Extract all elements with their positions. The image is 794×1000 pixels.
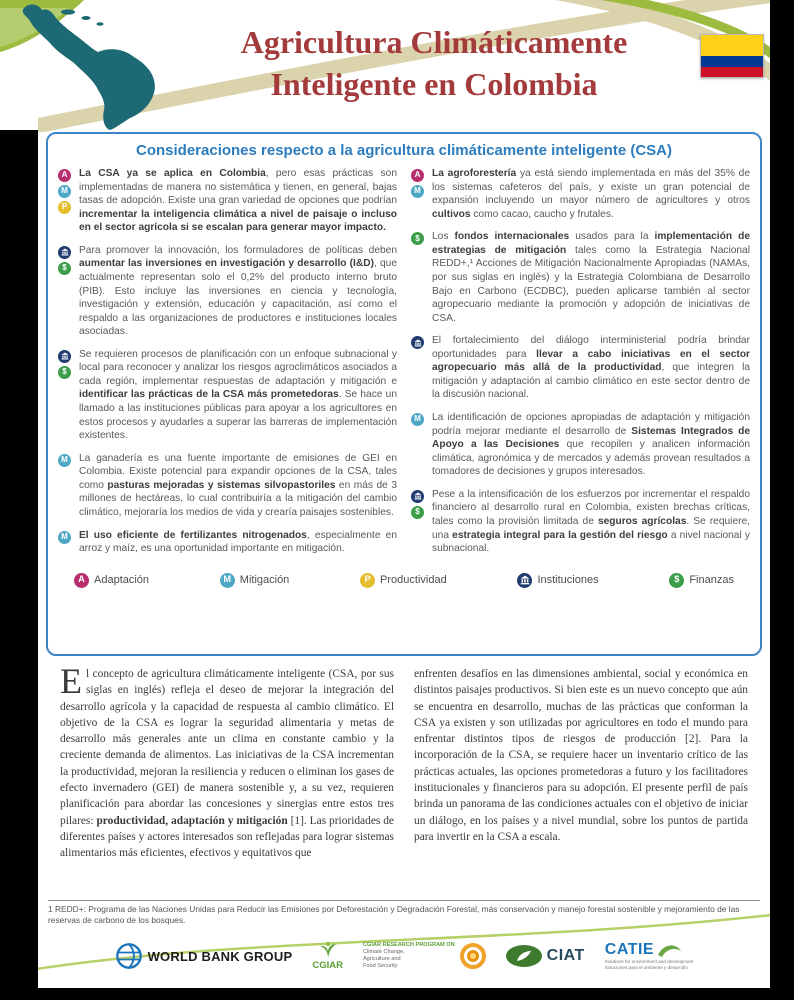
legend-item-finance [669, 573, 734, 588]
mitigation-icon: M [411, 185, 424, 198]
productivity-icon: P [360, 573, 375, 588]
bullet-icons [411, 334, 426, 402]
consideration-text: Se requieren procesos de planificación con un enfoque subnacional y local para reconocer y analizar los riesgos agroclimáticos asociados a cada región, implementar respuestas de adaptación y mitigación e identificar las prácticas de la CSA más prometedoras. Se hace un llamado a las instituciones públicas para apoyar a los agricultores en estos procesos y ayudarles a superar las barreras de implementación existentes. [79, 348, 397, 442]
colombia-flag [700, 34, 764, 78]
bullet-icons [58, 244, 73, 339]
institutions-icon [517, 573, 532, 588]
legend-item-adaptation [74, 573, 149, 588]
world-bank-globe-icon [115, 942, 143, 970]
intro-text [60, 661, 748, 862]
consideration-text: La identificación de opciones apropiadas de adaptación y mitigación podría mejorar mediante el desarrollo de Sistemas Integrados de Apoyo a las Decisiones que recopilen y analicen información climática, agronómica y de mercados y además provean resultados a tomadores de decisiones y grupos interesados. [432, 412, 750, 478]
ccafs-program-text [363, 942, 455, 970]
title-line2: Inteligente en Colombia [270, 65, 598, 102]
finance-icon: $ [669, 573, 684, 588]
consideration-item [411, 230, 750, 325]
bullet-icons [58, 529, 73, 556]
mitigation-icon: M [58, 454, 71, 467]
legend-label: Adaptación [94, 574, 150, 587]
consideration-text: Para promover la innovación, los formuladores de políticas deben aumentar las inversiones en investigación y desarrollo (I&D), que actualmente representan solo el 0,2% del producto interno bruto (PIB). Esto incluye las inversiones en ciencia y tecnología, investigación y extensión, educación y capacitación, así como el respaldo a las organizaciones de productores e instituciones locales asociadas. [79, 244, 397, 338]
consideration-item [58, 452, 397, 520]
bullet-icons [411, 411, 426, 479]
consideration-item [58, 348, 397, 443]
world-bank-logo [115, 942, 293, 970]
mitigation-icon: M [220, 573, 235, 588]
consideration-text: La agroforestería ya está siendo implementada en más del 35% de los sistemas cafeteros del país, y existe un gran potencial de expansión incluyendo un mayor número de agricultores y otros cultivos como cacao, caucho y frutales. [432, 168, 750, 220]
consideration-text: La ganadería es una fuente importante de emisiones de GEI en Colombia. Existe potencial para expandir opciones de la CSA, tales como pasturas mejoradas y sistemas silvopastoriles en más de 3 millones de hectáreas, lo cual contribuiría a la mitigación del cambio climático, mejoraría los medios de vida y crearía paisajes sostenibles. [79, 452, 397, 518]
cgiar-logo [312, 941, 343, 971]
consideration-text: Los fondos internacionales usados para la implementación de estrategias de mitigación tales como la Estrategia Nacional REDD+,¹ Acciones de Mitigación Nacionalmente Apropiadas (NAMAs, por sus siglas en inglés) y la Estrategia Colombiana de Desarrollo Bajo en Carbono (ECDBC), pueden aplicarse también al sector agropecuario mediante la promoción y adopción de iniciativas de CSA. [432, 231, 751, 324]
consideration-text: La CSA ya se aplica en Colombia, pero esas prácticas son implementadas de manera no sistemática y tienen, en general, bajas tasas de adopción. Existe una gran variedad de opciones que podrían incrementar la inteligencia climática a nivel de paisaje o incluso en el sector agrícola si se escalan para generar mayor impacto. [79, 168, 397, 234]
consideration-item [411, 488, 750, 556]
consideration-text: El uso eficiente de fertilizantes nitrogenados, especialmente en arroz y maíz, es una oportunidad importante en mitigación. [79, 529, 397, 555]
institutions-icon [411, 336, 424, 349]
consideration-item [58, 529, 397, 556]
considerations-section [46, 132, 762, 656]
finance-icon: $ [411, 232, 424, 245]
catie-logo [605, 941, 694, 971]
flag-yellow-stripe [701, 35, 763, 56]
catie-tagline2: Soluciones para el ambiente y desarrollo [604, 965, 688, 970]
consideration-item [58, 167, 397, 235]
considerations-column-right [411, 167, 750, 565]
considerations-column-left [58, 167, 397, 565]
mitigation-icon: M [58, 531, 71, 544]
ciat-leaf-icon [506, 945, 542, 967]
title-line1: Agricultura Climáticamente [240, 24, 628, 60]
consideration-text: Pese a la intensificación de los esfuerzos por incrementar el respaldo financiero al desarrollo rural en Colombia, existen brechas críticas, tales como la provisión limitada de seguros agrícolas. Se requiere, una estrategia integral para la gestión del riesgo a nivel nacional y subnacional. [432, 488, 750, 555]
bullet-icons [411, 230, 426, 325]
ciat-label: CIAT [546, 947, 585, 964]
drop-cap: E [60, 661, 82, 701]
legend-label: Mitigación [239, 574, 290, 587]
finance-icon: $ [58, 366, 71, 379]
consideration-item [58, 244, 397, 339]
page-title [170, 22, 698, 105]
bullet-icons [58, 452, 73, 520]
considerations-columns [58, 167, 750, 565]
intro-col2: enfrenten desafíos en las dimensiones ambiental, social y económica en distintos paisajes productivos. Si bien este es un nuevo concepto que aún se encuentra en desarrollo, muchas de las prácticas que conforman la CSA ya existen y son utilizadas por agricultores en todo el mundo para enfrentar distintos tipos de riesgos de producción [2]. Para la incorporación de la CSA, se requiere hacer un inventario crítico de las prácticas actuales, las opciones prometedoras a futuro y los facilitadores institucionales y financieros para su adopción. El presente perfil de país brinda un panorama de las condiciones actuales con el objetivo de iniciar un diálogo, en los países y a nivel mundial, sobre los puntos de partida para invertir en la CSA a escala. [414, 668, 748, 843]
ccafs-text-line: Agriculture and [362, 956, 401, 962]
page-body [38, 0, 770, 988]
consideration-item [411, 411, 750, 479]
legend-label: Finanzas [689, 574, 734, 587]
ciat-logo [506, 945, 585, 967]
ccafs-text-line: Climate Change, [362, 949, 405, 956]
finance-icon: $ [411, 506, 424, 519]
ccafs-text-line: CGIAR RESEARCH PROGRAM ON [362, 942, 455, 949]
institutions-icon [58, 350, 71, 363]
legend-label: Instituciones [537, 574, 599, 587]
icon-legend [58, 567, 750, 588]
mitigation-icon: M [411, 413, 424, 426]
footer-logos [38, 928, 770, 984]
productivity-icon: P [58, 201, 71, 214]
consideration-item [411, 167, 750, 221]
footnote: 1 REDD+: Programa de las Naciones Unidas para Reducir las Emisiones por Deforestación y Degradación Forestal, más conservación y manejo forestal sostenible y mejoramiento de las reservas de carbono de los bosques. [48, 900, 760, 927]
intro-col1: El concepto de agricultura climáticamente inteligente (CSA, por sus siglas en inglés) refleja el deseo de mejorar la integración del desarrollo agrícola y la capacidad de respuesta al cambio climático. El objetivo de la CSA es lograr la seguridad alimentaria y metas de desarrollo más generales ante un clima en constante cambio y la creciente demanda de alimentos. Las iniciativas de la CSA incrementan la productividad, mejoran la resiliencia y reducen o eliminan los gases de efecto invernadero (GEI) de manera sostenible y, a su vez, requieren planificación para abordar las concesiones y sinergias entre estos tres pilares: productividad, adaptación y mitigación [1]. Las prioridades de diferentes países y actores interesados son reflejadas para lograr sistemas alimentarios más eficientes, efectivos y equitativos que [60, 661, 395, 860]
catie-label: CATIE [604, 941, 655, 959]
adaptation-icon: A [74, 573, 89, 588]
bullet-icons [58, 348, 73, 443]
ccafs-badge-icon [460, 943, 486, 969]
consideration-text: El fortalecimiento del diálogo interministerial podría brindar oportunidades para llevar a cabo iniciativas en el sector agropecuario más allá de la productividad, que integren la mitigación y adaptación al cambio climático en este sector dentro de la discusión nacional. [432, 335, 751, 401]
catie-tagline1: Solutions for environment and development [604, 959, 694, 965]
consideration-item [411, 334, 750, 402]
institutions-icon [58, 246, 71, 259]
legend-item-productivity [360, 573, 447, 588]
ccafs-logo [363, 942, 486, 970]
bullet-icons [58, 167, 73, 235]
considerations-heading: Consideraciones respecto a la agricultura climáticamente inteligente (CSA) [136, 142, 672, 159]
finance-icon: $ [58, 262, 71, 275]
ccafs-text-line: Food Security [362, 962, 398, 969]
cgiar-label: CGIAR [312, 960, 343, 971]
flag-red-stripe [701, 67, 763, 78]
adaptation-icon: A [411, 169, 424, 182]
institutions-icon [411, 490, 424, 503]
legend-item-mitigation [220, 573, 290, 588]
adaptation-icon: A [58, 169, 71, 182]
bullet-icons [411, 167, 426, 221]
mitigation-icon: M [58, 185, 71, 198]
legend-item-institutions [517, 573, 598, 588]
world-bank-label: WORLD BANK GROUP [147, 948, 293, 964]
cgiar-plant-icon [318, 941, 338, 959]
legend-label: Productividad [380, 574, 447, 587]
latin-america-map [10, 2, 174, 134]
catie-swoosh-icon [656, 941, 682, 959]
bullet-icons [411, 488, 426, 556]
flag-blue-stripe [701, 56, 763, 67]
